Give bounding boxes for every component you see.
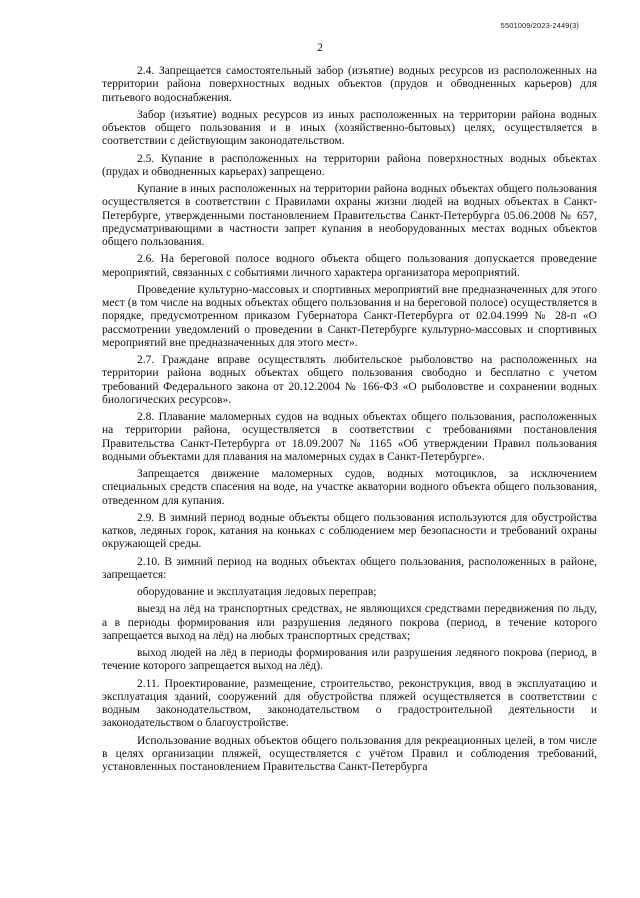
- paragraph-2-11-recreation: Использование водных объектов общего пользования для рекреационных целей, в том числе в целях организации пляжей, осуществляется с учётом Правил и соблюдения требований, установленных постановлением Правительства Санкт-Петербурга: [102, 734, 597, 773]
- paragraph-2-7: 2.7. Граждане вправе осуществлять любительское рыболовство на расположенных на территории района водных объектах общего пользования свободно и бесплатно с учетом требований Федерального закона от 20.12.2004 № 166-ФЗ «О рыболовстве и сохранении водных биологических ресурсов».: [102, 354, 597, 406]
- paragraph-2-9: 2.9. В зимний период водные объекты общего пользования используются для обустройства катков, ледяных горок, катания на коньках с соблюдением мер безопасности и требований охраны окружающей среды.: [102, 511, 597, 551]
- document-registration-code: 5501009/2023-2449(3): [500, 21, 579, 30]
- paragraph-2-4-water-intake: Забор (изъятие) водных ресурсов из иных расположенных на территории района водных объектов общего пользования и в иных (хозяйственно-бытовых) целях, осуществляется в соответствии с действующим законодательством.: [102, 108, 597, 148]
- paragraph-2-10: 2.10. В зимний период на водных объектах общего пользования, расположенных в районе, запрещается:: [102, 555, 597, 581]
- document-body: [102, 65, 597, 778]
- paragraph-2-6-mass-events: Проведение культурно-массовых и спортивных мероприятий вне предназначенных для этого мест (в том числе на водных объектах общего пользования и на береговой полосе) осуществляется в порядке, предусмотренном приказом Губернатора Санкт-Петербурга от 02.04.1999 № 28-п «О рассмотрении уведомлений о проведении в Санкт-Петербурге культурно-массовых и спортивных мероприятий вне предназначенных для этого мест».: [102, 283, 597, 349]
- paragraph-2-6: 2.6. На береговой полосе водного объекта общего пользования допускается проведение мероприятий, связанных с событиями личного характера организатора мероприятий.: [102, 253, 597, 279]
- paragraph-2-11: 2.11. Проектирование, размещение, строительство, реконструкция, ввод в эксплуатацию и эксплуатация зданий, сооружений для обустройства пляжей осуществляется в соответствии с водным законодательством, законодательством о градостроительной деятельности и законодательством о благоустройстве.: [102, 677, 597, 730]
- paragraph-2-5: 2.5. Купание в расположенных на территории района поверхностных водных объектах (прудах и обводненных карьерах) запрещено.: [102, 152, 597, 178]
- page-number: 2: [317, 42, 323, 54]
- paragraph-2-4: 2.4. Запрещается самостоятельный забор (изъятие) водных ресурсов из расположенных на территории района поверхностных водных объектов (прудов и обводненных карьеров) для питьевого водоснабжения.: [102, 65, 597, 104]
- paragraph-2-8: 2.8. Плавание маломерных судов на водных объектах общего пользования, расположенных на территории района, осуществляется в соответствии с требованиями постановления Правительства Санкт-Петербурга от 18.09.2007 № 1165 «Об утверждении Правил пользования водными объектами для плавания на маломерных судах в Санкт-Петербурге».: [102, 411, 597, 463]
- paragraph-2-8-small-vessels: Запрещается движение маломерных судов, водных мотоциклов, за исключением специальных средств спасения на воде, на участке акватории водного объекта общего пользования, отведенном для купания.: [102, 468, 597, 507]
- paragraph-2-10-people-on-ice: выход людей на лёд в периоды формирования или разрушения ледяного покрова (период, в течение которого запрещается выход на лёд).: [102, 647, 597, 673]
- paragraph-2-5-swimming-rules: Купание в иных расположенных на территории района водных объектах общего пользования осуществляется в соответствии с Правилами охраны жизни людей на водных объектах в Санкт-Петербурге, утвержденными постановлением Правительства Санкт-Петербурга 05.06.2008 № 657, предусматривающими в частности запрет купания в необорудованных местах водных объектов общего пользования.: [102, 183, 597, 248]
- paragraph-2-10-vehicles-on-ice: выезд на лёд на транспортных средствах, не являющихся средствами передвижения по льду, а в периоды формирования или разрушения ледяного покрова (период, в течение которого запрещается выход на лёд) на любых транспортных средствах;: [102, 603, 597, 642]
- paragraph-2-10-ice-crossings: оборудование и эксплуатация ледовых переправ;: [137, 586, 377, 598]
